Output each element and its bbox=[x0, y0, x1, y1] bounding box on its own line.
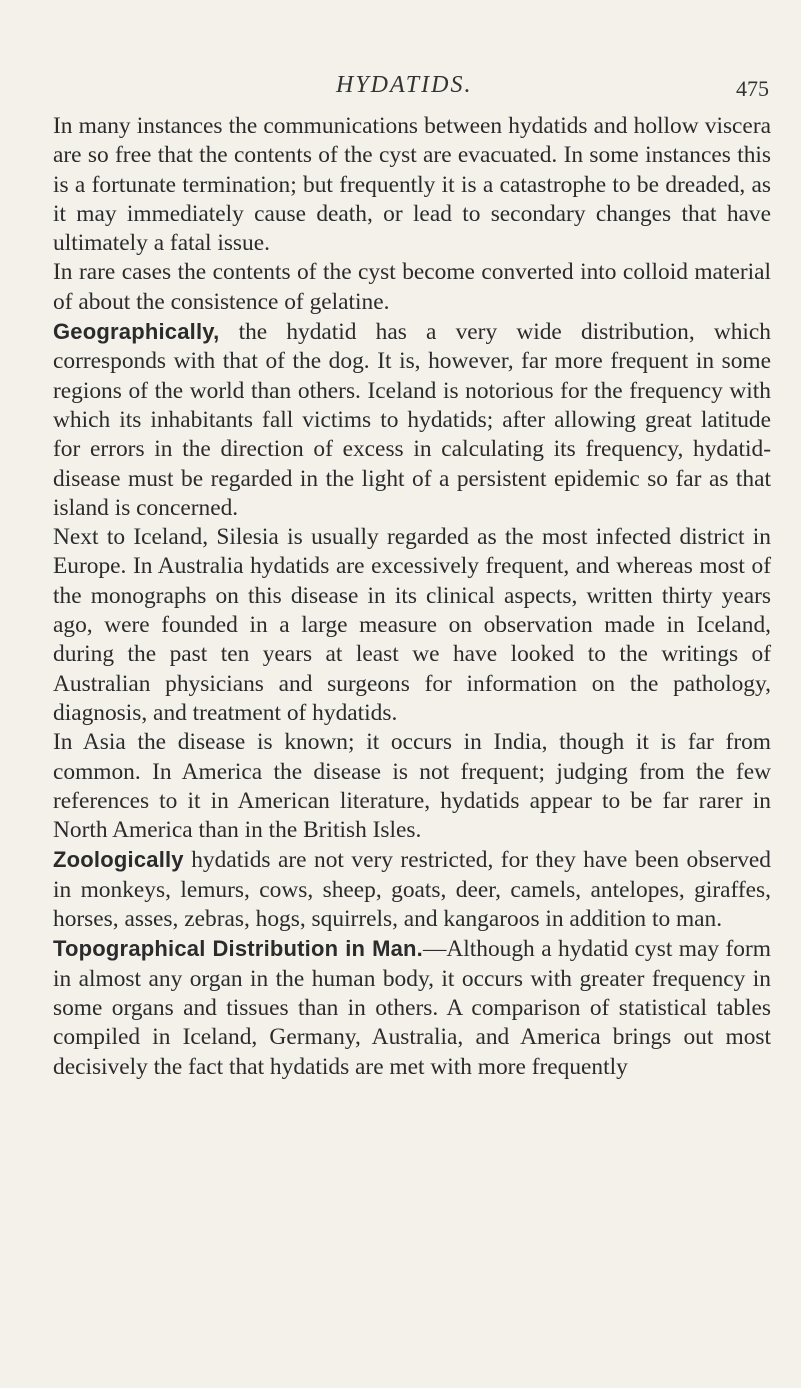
paragraph-geographically bbox=[53, 317, 771, 523]
paragraph-colloid bbox=[53, 258, 771, 317]
paragraph-text: —Although a hydatid cyst may form in almost any organ in the human body, it occurs with greater frequency in some organs and tissues than in others. A comparison of statistical tables compiled in Iceland, Germany, Australia, and America brings out most decisively the fact that hydatids are met with more frequently bbox=[53, 936, 771, 1080]
running-header bbox=[0, 72, 801, 102]
paragraph-topographical-distribution bbox=[53, 934, 771, 1081]
body-text bbox=[53, 112, 771, 1082]
paragraph-silesia-australia bbox=[53, 523, 771, 728]
paragraph-zoologically bbox=[53, 845, 771, 934]
paragraph-lead: Zoologically bbox=[53, 847, 184, 873]
paragraph-text: In Asia the disease is known; it occurs in India, though it is far from common. In America the disease is not frequent; judging from the few references to it in American literature, hydatids appear to be far rarer in North America than in the British Isles. bbox=[53, 729, 771, 844]
page-number: 475 bbox=[736, 76, 769, 101]
paragraph-text: In many instances the communications between hydatids and hollow viscera are so free that the contents of the cyst are evacuated. In some instances this is a fortunate termination; but frequently it is a catastrophe to be dreaded, as it may immediately cause death, or lead to secondary changes that have ultimately a fatal issue. bbox=[53, 113, 771, 257]
paragraph-text: In rare cases the contents of the cyst become converted into colloid material of about the consistence of gelatine. bbox=[53, 259, 771, 315]
paragraph-text: Next to Iceland, Silesia is usually regarded as the most infected district in Europe. In Australia hydatids are excessively frequent, and whereas most of the monographs on this disease in its clinical aspects, written thirty years ago, were founded in a large measure on observation made in Iceland, during the past ten years at least we have looked to the writings of Australian physicians and surgeons for information on the pathology, diagnosis, and treatment of hydatids. bbox=[53, 524, 771, 726]
running-title: HYDATIDS. bbox=[336, 72, 473, 98]
paragraph-text: the hydatid has a very wide distribution, which corresponds with that of the dog. It is, however, far more frequent in some regions of the world than others. Iceland is notorious for the frequency with which its inhabitants fall victims to hydatids; after allowing great latitude for errors in the direction of excess in calculating its frequency, hydatid-disease must be regarded in the light of a persistent epidemic so far as that island is concerned. bbox=[53, 319, 771, 521]
paragraph-cyst-evacuation bbox=[53, 112, 771, 258]
paragraph-lead: Geographically, bbox=[53, 319, 220, 345]
paragraph-text: hydatids are not very restricted, for they have been observed in monkeys, lemurs, cows, sheep, goats, deer, camels, antelopes, giraffes, horses, asses, zebras, hogs, squirrels, and kangaroos in addition to man. bbox=[53, 847, 771, 933]
paragraph-lead: Topographical Distribution in Man. bbox=[53, 936, 423, 962]
paragraph-asia-america bbox=[53, 728, 771, 845]
